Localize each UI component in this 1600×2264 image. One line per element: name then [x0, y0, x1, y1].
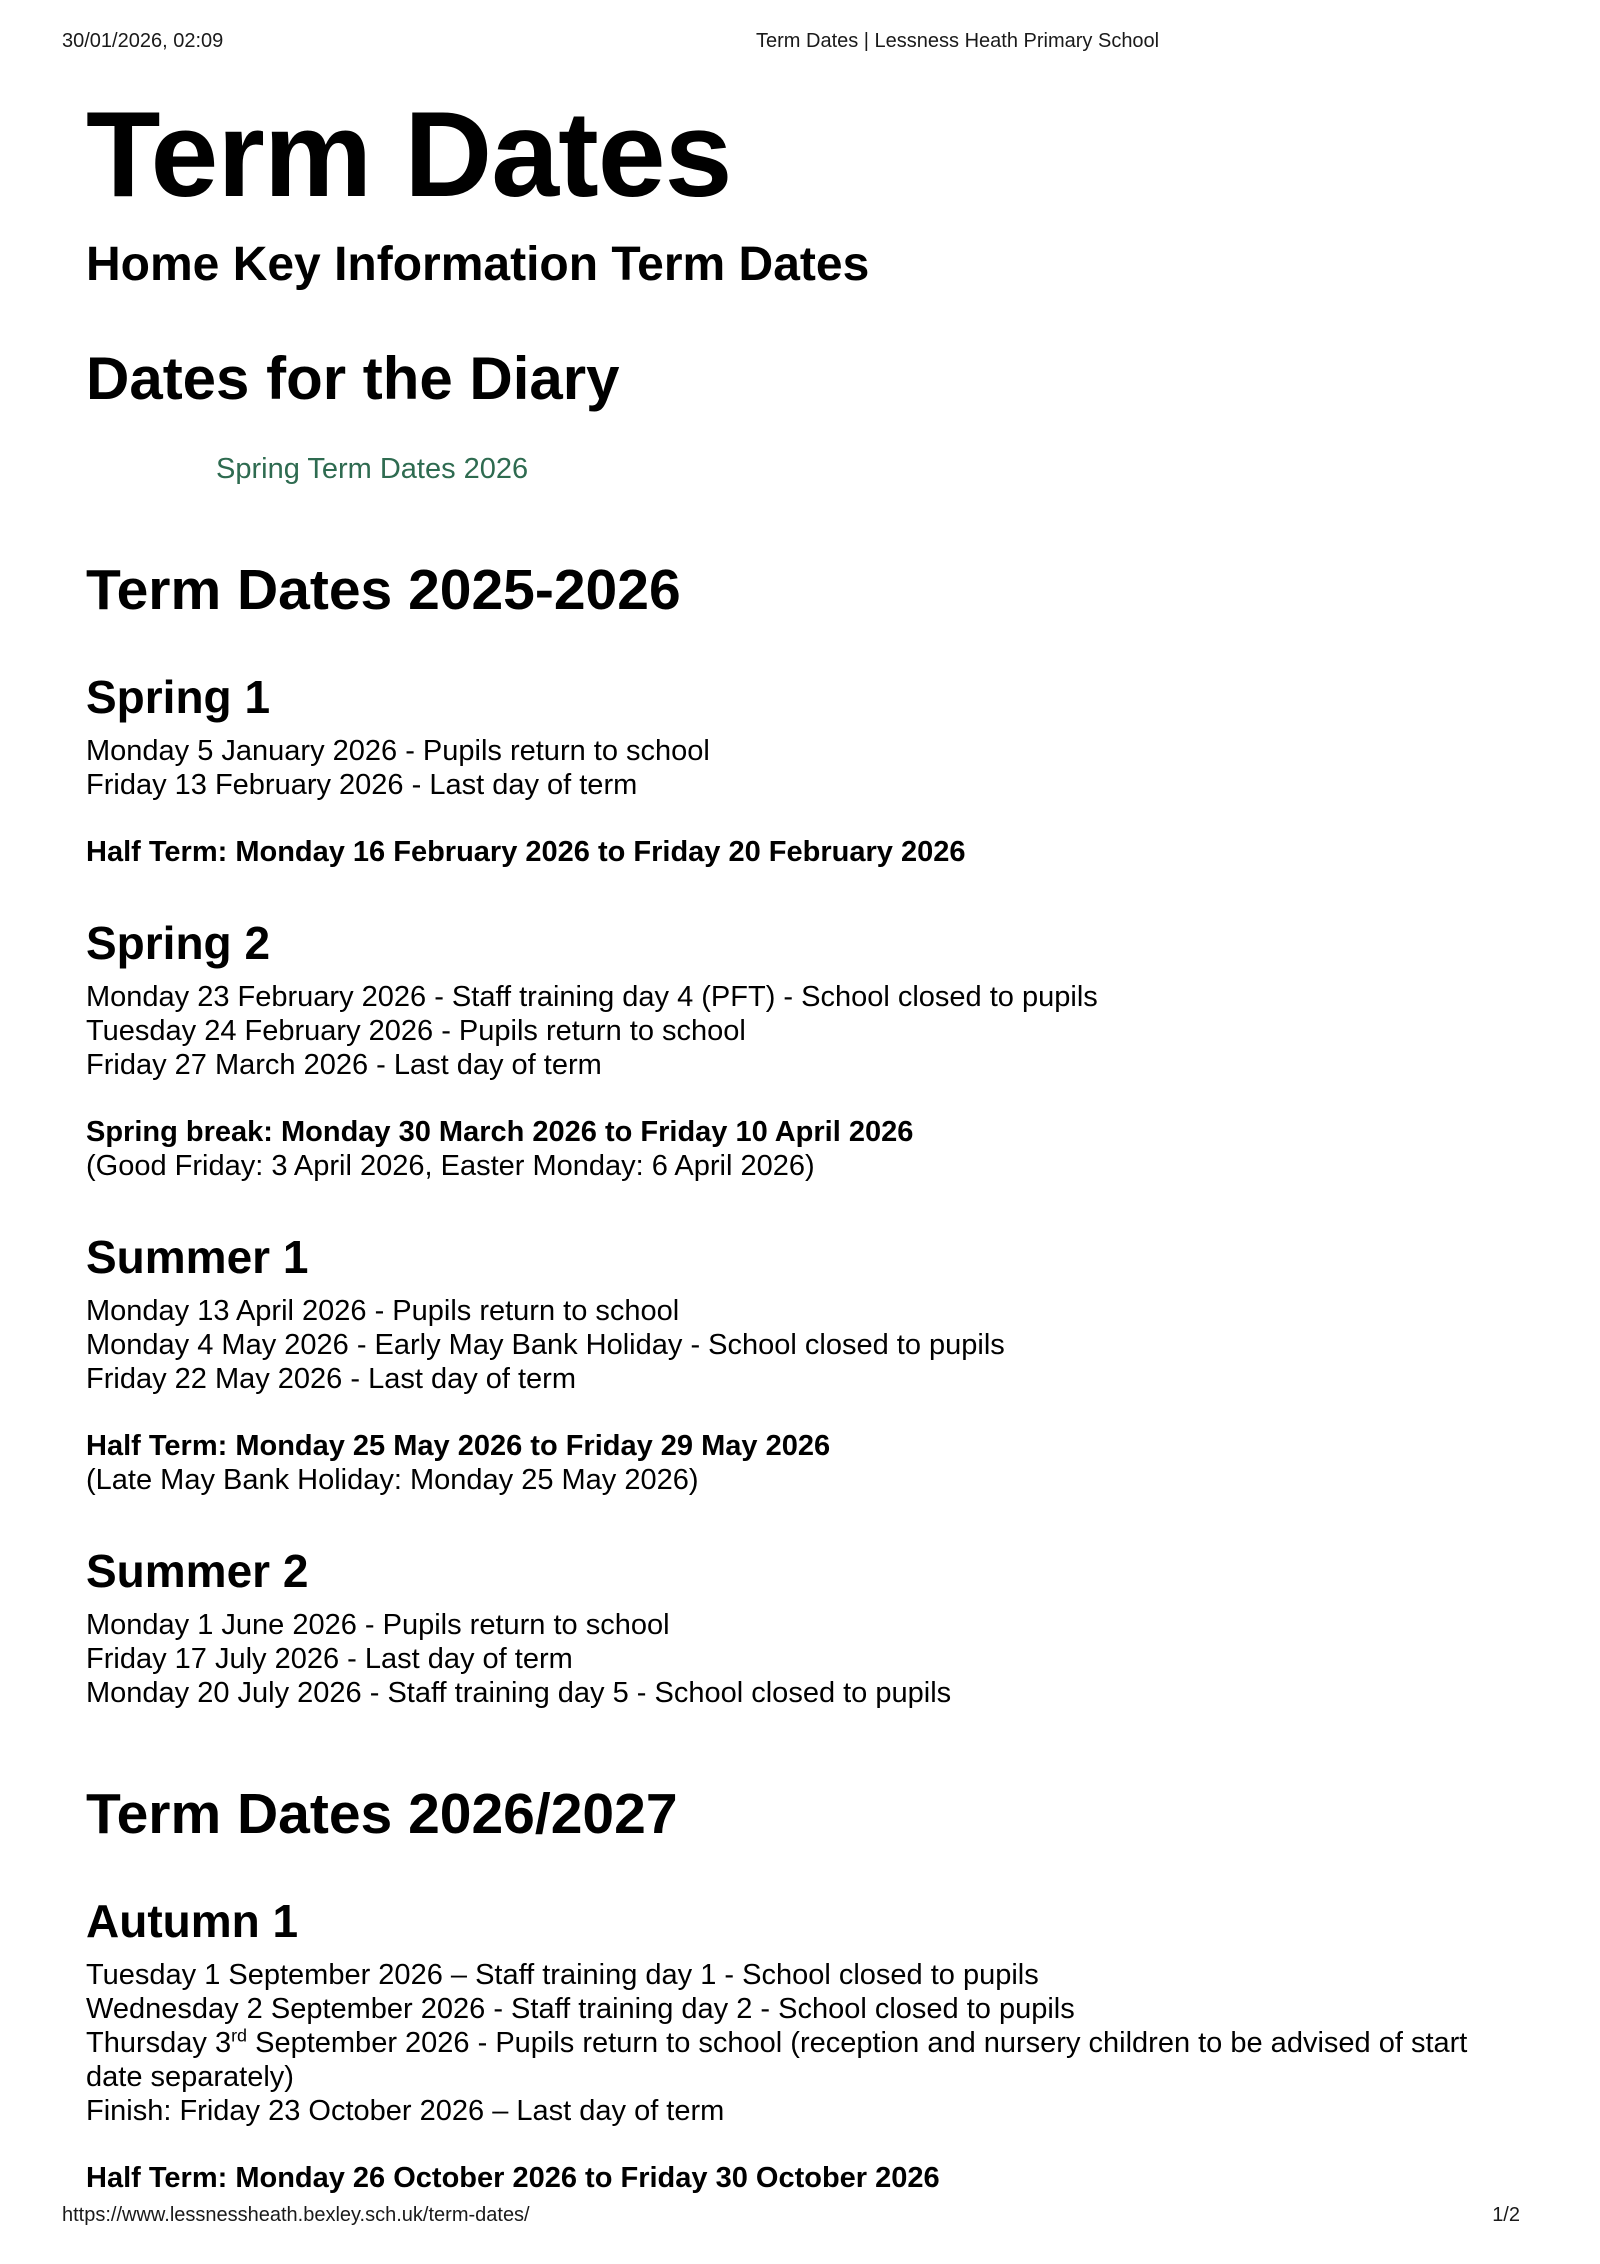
- print-footer: [62, 2204, 1520, 2227]
- term-line: Tuesday 1 September 2026 – Staff training day 1 - School closed to pupils: [86, 1959, 1039, 1992]
- section-heading-2026-2027: Term Dates 2026/2027: [86, 1781, 678, 1846]
- page-title: Term Dates: [86, 86, 732, 222]
- diary-heading: Dates for the Diary: [86, 344, 620, 412]
- print-datetime: 30/01/2026, 02:09: [62, 30, 224, 52]
- term-line: Monday 1 June 2026 - Pupils return to school: [86, 1608, 670, 1641]
- term-line: Friday 17 July 2026 - Last day of term: [86, 1642, 573, 1675]
- autumn1-heading: Autumn 1: [86, 1895, 299, 1948]
- ordinal-superscript: rd: [231, 2025, 248, 2046]
- term-line: Finish: Friday 23 October 2026 – Last day of term: [86, 2095, 725, 2128]
- diary-link-row: [86, 453, 1500, 486]
- term-line: Friday 22 May 2026 - Last day of term: [86, 1363, 576, 1396]
- term-line: Monday 20 July 2026 - Staff training day 5 - School closed to pupils: [86, 1676, 952, 1709]
- summer1-heading: Summer 1: [86, 1231, 309, 1284]
- page-number: 1/2: [1492, 2204, 1520, 2226]
- half-term-line: Half Term: Monday 26 October 2026 to Friday 30 October 2026: [86, 2162, 940, 2195]
- term-line-segment: Thursday 3: [86, 2027, 232, 2060]
- term-line: Friday 13 February 2026 - Last day of term: [86, 769, 638, 802]
- summer2-heading: Summer 2: [86, 1545, 309, 1598]
- term-line: Monday 13 April 2026 - Pupils return to school: [86, 1295, 680, 1328]
- term-line: Wednesday 2 September 2026 - Staff training day 2 - School closed to pupils: [86, 1993, 1075, 2026]
- term-line: Monday 5 January 2026 - Pupils return to school: [86, 735, 710, 768]
- term-line: Friday 27 March 2026 - Last day of term: [86, 1049, 602, 1082]
- bank-holiday-note: (Late May Bank Holiday: Monday 25 May 2026): [86, 1464, 699, 1497]
- bank-holiday-note: (Good Friday: 3 April 2026, Easter Monday: 6 April 2026): [86, 1150, 815, 1183]
- half-term-line: Half Term: Monday 25 May 2026 to Friday 29 May 2026: [86, 1430, 831, 1463]
- footer-url: https://www.lessnessheath.bexley.sch.uk/term-dates/: [62, 2204, 530, 2226]
- spring-term-dates-link[interactable]: Spring Term Dates 2026: [216, 452, 529, 485]
- breadcrumb: Home Key Information Term Dates: [86, 237, 870, 291]
- print-doc-title: Term Dates | Lessness Heath Primary School: [756, 30, 1160, 52]
- half-term-line: Half Term: Monday 16 February 2026 to Friday 20 February 2026: [86, 836, 966, 869]
- term-line: [86, 2026, 1500, 2094]
- spring1-heading: Spring 1: [86, 671, 271, 724]
- term-line: Tuesday 24 February 2026 - Pupils return to school: [86, 1015, 746, 1048]
- section-heading-2025-2026: Term Dates 2025-2026: [86, 557, 681, 622]
- term-line: Monday 4 May 2026 - Early May Bank Holiday - School closed to pupils: [86, 1329, 1005, 1362]
- spring2-heading: Spring 2: [86, 917, 271, 970]
- spring-break-line: Spring break: Monday 30 March 2026 to Friday 10 April 2026: [86, 1116, 914, 1149]
- term-line-segment: September 2026 - Pupils return to school (reception and nursery children to be advised of start date separately): [86, 2027, 1468, 2094]
- term-line: Monday 23 February 2026 - Staff training day 4 (PFT) - School closed to pupils: [86, 981, 1098, 1014]
